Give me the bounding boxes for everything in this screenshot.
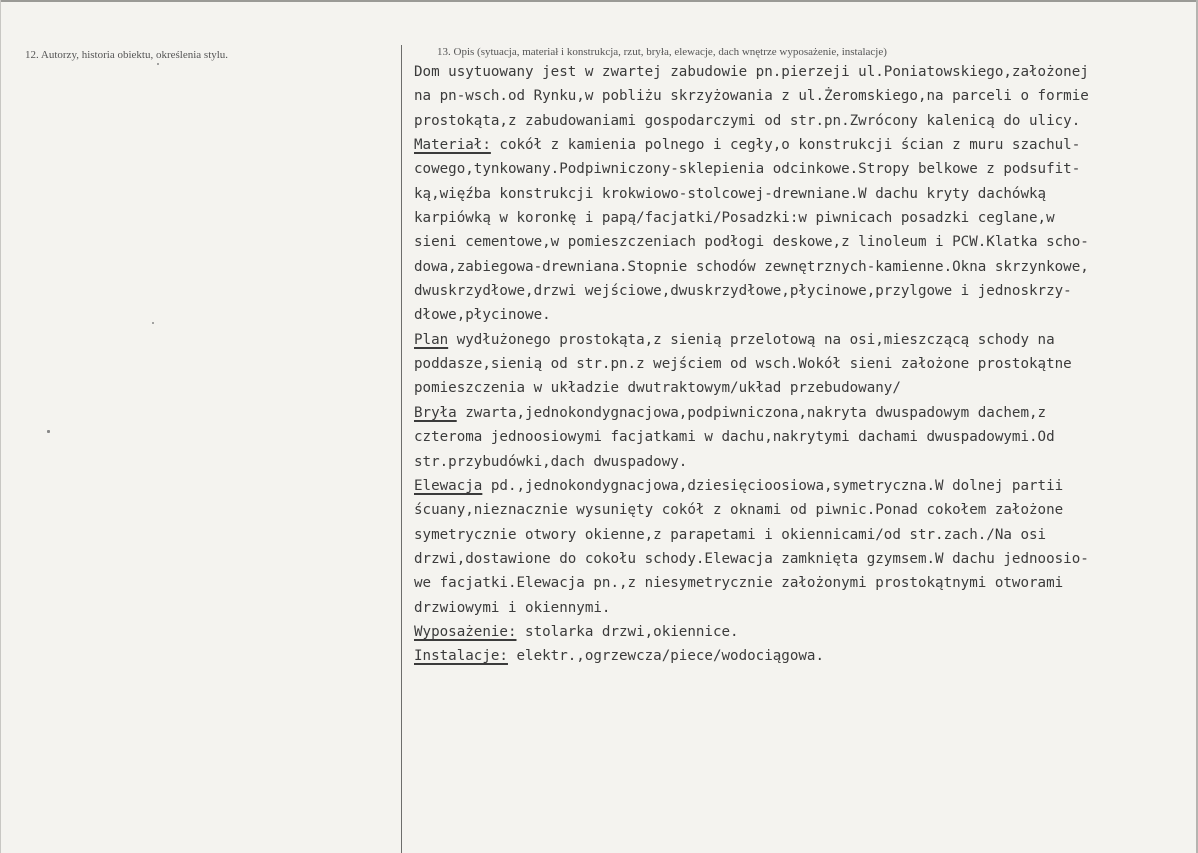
description-line bbox=[414, 523, 1194, 547]
top-border-line bbox=[0, 0, 1198, 2]
description-line bbox=[414, 474, 1194, 498]
section-label: Plan bbox=[414, 331, 449, 348]
line-text: sieni cementowe,w pomieszczeniach podłogi deskowe,z linoleum i PCW.Klatka scho- bbox=[414, 234, 1089, 251]
line-text: pomieszczenia w układzie dwutraktowym/układ przebudowany/ bbox=[414, 380, 901, 397]
description-line bbox=[414, 450, 1194, 474]
description-line bbox=[414, 206, 1194, 230]
line-text: cokół z kamienia polnego i cegły,o konstrukcji ścian z muru szachul- bbox=[490, 137, 1081, 154]
column-divider bbox=[401, 45, 402, 853]
section-13-header: 13. Opis (sytuacja, materiał i konstrukcja, rzut, bryła, elewacje, dach wnętrze wyposażenie, instalacje) bbox=[437, 46, 887, 58]
line-text: pd.,jednokondygnacjowa,dziesięcioosiowa,symetryczna.W dolnej partii bbox=[482, 477, 1064, 494]
paper-speck bbox=[47, 430, 50, 433]
line-text: wydłużonego prostokąta,z sienią przelotową na osi,mieszczącą schody na bbox=[448, 331, 1055, 348]
line-text: we facjatki.Elewacja pn.,z niesymetrycznie założonymi prostokątnymi otworami bbox=[414, 575, 1064, 592]
line-text: na pn-wsch.od Rynku,w pobliżu skrzyżowania z ul.Żeromskiego,na parceli o formie bbox=[414, 88, 1089, 105]
line-text: dwuskrzydłowe,drzwi wejściowe,dwuskrzydłowe,płycinowe,przylgowe i jednoskrzy- bbox=[414, 283, 1072, 300]
left-border-line bbox=[0, 0, 1, 853]
description-line bbox=[414, 401, 1194, 425]
description-line bbox=[414, 328, 1194, 352]
section-label: Wyposażenie: bbox=[414, 623, 517, 640]
description-line bbox=[414, 425, 1194, 449]
description-line bbox=[414, 60, 1194, 84]
section-label: Elewacja bbox=[414, 477, 483, 494]
description-line bbox=[414, 352, 1194, 376]
description-line bbox=[414, 255, 1194, 279]
description-line bbox=[414, 620, 1194, 644]
line-text: ką,więźba konstrukcji krokwiowo-stolcowej-drewniane.W dachu kryty dachówką bbox=[414, 185, 1047, 202]
description-line bbox=[414, 157, 1194, 181]
line-text: str.przybudówki,dach dwuspadowy. bbox=[414, 453, 688, 470]
section-12-header: 12. Autorzy, historia obiektu, określenia stylu. bbox=[25, 49, 229, 61]
description-line bbox=[414, 182, 1194, 206]
description-line bbox=[414, 230, 1194, 254]
line-text: dowa,zabiegowa-drewniana.Stopnie schodów zewnętrznych-kamienne.Okna skrzynkowe, bbox=[414, 258, 1089, 275]
description-line bbox=[414, 109, 1194, 133]
description-line bbox=[414, 498, 1194, 522]
line-text: poddasze,sienią od str.pn.z wejściem od wsch.Wokół sieni założone prostokątne bbox=[414, 356, 1072, 373]
paper-speck bbox=[152, 322, 154, 324]
paper-speck bbox=[157, 63, 159, 65]
description-line bbox=[414, 596, 1194, 620]
description-line bbox=[414, 303, 1194, 327]
line-text: ścuany,nieznacznie wysunięty cokół z oknami od piwnic.Ponad cokołem założone bbox=[414, 502, 1064, 519]
section-label: Materiał: bbox=[414, 137, 491, 154]
description-line bbox=[414, 84, 1194, 108]
line-text: Dom usytuowany jest w zwartej zabudowie pn.pierzeji ul.Poniatowskiego,założonej bbox=[414, 64, 1089, 80]
description-line bbox=[414, 279, 1194, 303]
description-line bbox=[414, 571, 1194, 595]
description-line bbox=[414, 133, 1194, 157]
line-text: zwarta,jednokondygnacjowa,podpiwniczona,nakryta dwuspadowym dachem,z bbox=[456, 404, 1047, 421]
line-text: prostokąta,z zabudowaniami gospodarczymi od str.pn.Zwrócony kalenicą do ulicy. bbox=[414, 112, 1081, 129]
line-text: drzwi,dostawione do cokołu schody.Elewacja zamknięta gzymsem.W dachu jednoosio- bbox=[414, 550, 1089, 567]
line-text: drzwiowymi i okiennymi. bbox=[414, 599, 611, 616]
line-text: stolarka drzwi,okiennice. bbox=[516, 623, 739, 640]
line-text: symetrycznie otwory okienne,z parapetami i okiennicami/od str.zach./Na osi bbox=[414, 526, 1047, 543]
line-text: elektr.,ogrzewcza/piece/wodociągowa. bbox=[507, 648, 825, 665]
description-text bbox=[414, 60, 1194, 669]
line-text: cowego,tynkowany.Podpiwniczony-sklepienia odcinkowe.Stropy belkowe z podsufit- bbox=[414, 161, 1081, 178]
line-text: karpiówką w koronkę i papą/facjatki/Posadzki:w piwnicach posadzki ceglane,w bbox=[414, 210, 1055, 227]
description-line bbox=[414, 547, 1194, 571]
line-text: czteroma jednoosiowymi facjatkami w dachu,nakrytymi dachami dwuspadowymi.Od bbox=[414, 429, 1055, 446]
line-text: dłowe,płycinowe. bbox=[414, 307, 551, 324]
description-line bbox=[414, 644, 1194, 668]
section-label: Bryła bbox=[414, 404, 457, 421]
description-line bbox=[414, 376, 1194, 400]
section-label: Instalacje: bbox=[414, 648, 508, 665]
